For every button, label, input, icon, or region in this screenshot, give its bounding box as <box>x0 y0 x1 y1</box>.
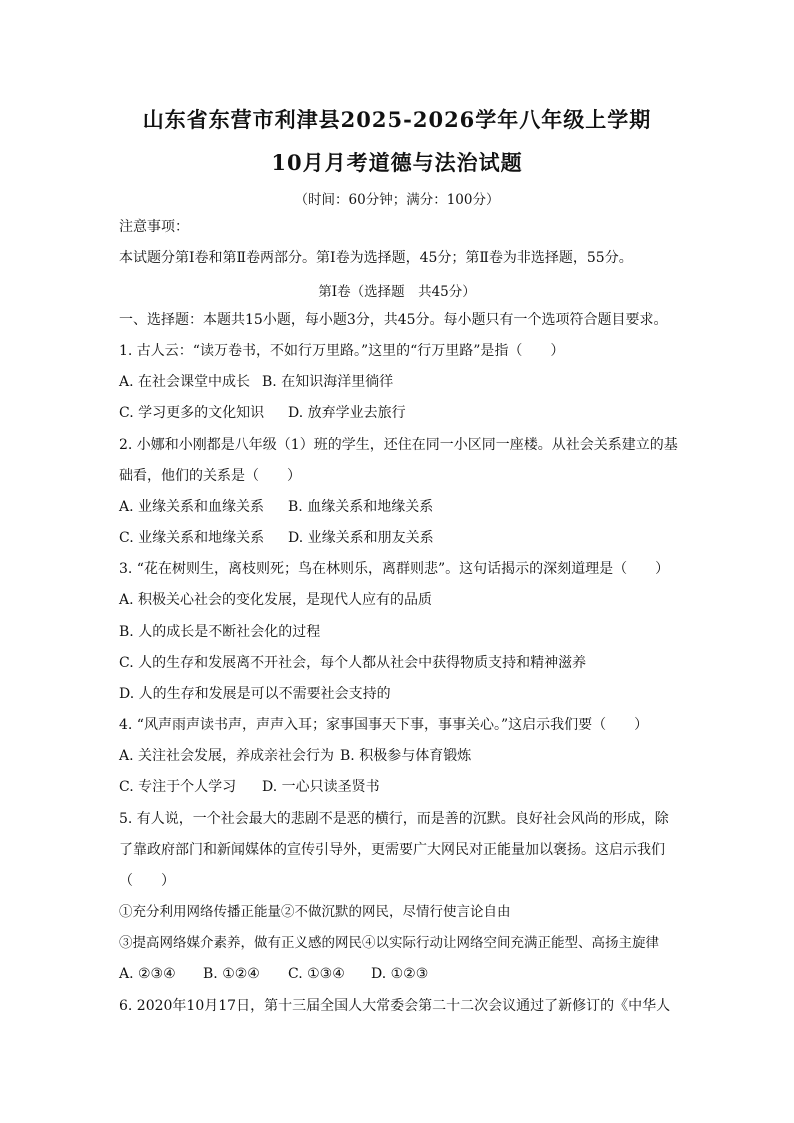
section-intro: 一、选择题：本题共15小题，每小题3分，共45分。每小题只有一个选项符合题目要求。 <box>119 312 668 328</box>
q4-stem: 4. “风声雨声读书声，声声入耳；家事国事天下事，事事关心。”这启示我们要（ ） <box>119 717 649 733</box>
exam-info: （时间：60分钟；满分：100分） <box>294 192 500 208</box>
exam-title-line2: 10月月考道德与法治试题 <box>271 150 523 175</box>
q1-option-c: C. 学习更多的文化知识 <box>119 405 265 421</box>
q2-stem-line1: 2. 小娜和小刚都是八年级（1）班的学生，还住在同一小区同一座楼。从社会关系建立的基 <box>119 437 678 453</box>
q2-option-b: B. 血缘关系和地缘关系 <box>288 499 434 515</box>
q1-option-b: B. 在知识海洋里徜徉 <box>262 374 394 390</box>
q5-option-b: B. ①②④ <box>203 966 260 982</box>
part-title: 第Ⅰ卷（选择题 共45分） <box>318 284 476 300</box>
notice-text: 本试题分第Ⅰ卷和第Ⅱ卷两部分。第Ⅰ卷为选择题，45分；第Ⅱ卷为非选择题，55分。 <box>119 250 633 266</box>
q3-option-a: A. 积极关心社会的变化发展，是现代人应有的品质 <box>119 592 433 608</box>
q1-stem: 1. 古人云：“读万卷书，不如行万里路。”这里的“行万里路”是指（ ） <box>119 343 565 359</box>
q5-option-a: A. ②③④ <box>119 966 176 982</box>
notice-label: 注意事项： <box>119 219 189 235</box>
q4-option-d: D. 一心只读圣贤书 <box>262 779 380 795</box>
q5-stem-line2: 了靠政府部门和新闻媒体的宣传引导外，更需要广大网民对正能量加以褒扬。这启示我们 <box>119 842 665 858</box>
q5-stem-line1: 5. 有人说，一个社会最大的悲剧不是恶的横行，而是善的沉默。良好社会风尚的形成，除 <box>119 811 669 827</box>
q4-option-c: C. 专注于个人学习 <box>119 779 237 795</box>
q5-stem-line3: （ ） <box>119 873 175 889</box>
q2-option-a: A. 业缘关系和血缘关系 <box>119 499 265 515</box>
q3-option-c: C. 人的生存和发展离不开社会，每个人都从社会中获得物质支持和精神滋养 <box>119 655 587 671</box>
q3-option-d: D. 人的生存和发展是可以不需要社会支持的 <box>119 686 391 702</box>
q2-stem-line2: 础看，他们的关系是（ ） <box>119 468 301 484</box>
q5-items-line2: ③提高网络媒介素养，做有正义感的网民④以实际行动让网络空间充满正能型、高扬主旋律 <box>119 935 659 951</box>
q2-option-c: C. 业缘关系和地缘关系 <box>119 530 265 546</box>
q3-option-b: B. 人的成长是不断社会化的过程 <box>119 624 321 640</box>
q5-items-line1: ①充分利用网络传播正能量②不做沉默的网民，尽情行使言论自由 <box>119 904 511 920</box>
q5-option-d: D. ①②③ <box>371 966 429 982</box>
q2-option-d: D. 业缘关系和朋友关系 <box>288 530 434 546</box>
q3-stem: 3. “花在树则生，离枝则死；鸟在林则乐，离群则悲”。这句话揭示的深刻道理是（ ） <box>119 561 670 577</box>
exam-title-line1: 山东省东营市利津县2025-2026学年八年级上学期 <box>142 107 652 132</box>
q4-option-a: A. 关注社会发展，养成亲社会行为 <box>119 748 335 764</box>
q1-option-d: D. 放弃学业去旅行 <box>288 405 406 421</box>
q5-option-c: C. ①③④ <box>288 966 345 982</box>
q1-option-a: A. 在社会课堂中成长 <box>119 374 251 390</box>
q6-stem-line1: 6. 2020年10月17日，第十三届全国人大常委会第二十二次会议通过了新修订的《中华人 <box>119 998 671 1014</box>
q4-option-b: B. 积极参与体育锻炼 <box>340 748 472 764</box>
